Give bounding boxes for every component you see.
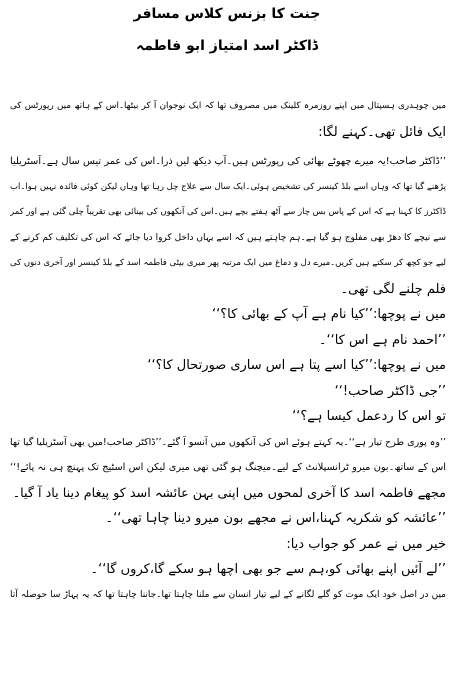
text-line: میں نے پوچھا:’’کیا نام ہے آپ کے بھائی کا؟‘‘ xyxy=(212,307,446,322)
text-line: ’’لے آئیں اپنے بھائی کو،ہم سے جو بھی اچھا ہو سکے گا،کروں گا‘‘۔ xyxy=(90,562,446,577)
text-line: میں نے پوچھا:’’کیا اسے پتا ہے اس ساری صورتحال کا؟‘‘ xyxy=(147,358,446,373)
text-line: میں چوہدری ہسپتال میں اپنے روزمرہ کلینک میں مصروف تھا کہ ایک نوجوان آ کر بیٹھا۔اس کے ہاتھ میں رپورٹس کی xyxy=(10,101,446,111)
text-line: ’’جی ڈاکٹر صاحب!‘‘ xyxy=(334,383,446,399)
text-line: مجھے فاطمہ اسد کا آخری لمحوں میں اپنی بہن عائشہ اسد کو پیغام دینا یاد آ گیا۔ xyxy=(12,485,446,501)
text-line: میں در اصل خود ایک موت کو گلے لگانے کے لیے تیار انسان سے ملنا چاہتا تھا۔جاننا چاہتا تھا کہ یہ پہاڑ سا حوصلہ آتا xyxy=(10,589,446,600)
text-line: لیے جو کچھ کر سکتے ہیں کریں۔میرے دل و دماغ میں ایک مرتبہ پھر میری بیٹی فاطمہ اسد کے بلڈ کینسر اور آخری دنوں کی xyxy=(10,258,446,268)
text-line: ایک فائل تھی۔کہنے لگا: xyxy=(318,124,446,140)
article-body xyxy=(10,94,446,608)
text-line: ’’عائشہ کو شکریہ کہنا،اس نے مجھے بون میرو دینا چاہا تھی‘‘۔ xyxy=(105,511,446,526)
article-title: جنت کا بزنس کلاس مسافر xyxy=(133,6,321,22)
text-line: ’’ڈاکٹر صاحب!یہ میرے چھوٹے بھائی کی رپورٹس ہیں۔آپ دیکھ لیں ذرا۔اس کی عمر تیس سال ہے۔آسٹریلیا xyxy=(10,156,446,167)
text-line: سے نیچے کا دھڑ بھی مفلوج ہو گیا ہے۔ہم چاہتے ہیں کہ اسے یہاں داخل کروا دیا جائے کہ اس کی تکلیف کم کرنے کے xyxy=(10,232,446,243)
text-line: خیر میں نے عمر کو جواب دیا: xyxy=(286,536,446,552)
text-line: فلم چلنے لگی تھی۔ xyxy=(340,281,446,297)
text-line: تو اس کا ردعمل کیسا ہے؟‘‘ xyxy=(292,409,446,424)
text-line: ’’وہ پوری طرح تیار ہے‘‘۔یہ کہتے ہوئے اس کی آنکھوں میں آنسو آ گئے۔’’ڈاکٹر صاحب!میں بھی آسٹریلیا گیا تھا xyxy=(10,436,446,448)
text-line: پڑھنے گیا تھا کہ وہاں اسے بلڈ کینسر کی تشخیص ہوئی۔ایک سال سے علاج چل رہا تھا وہاں لیکن کوئی فائدہ نہیں ہوا۔اب xyxy=(10,181,446,192)
article-author: ڈاکٹر اسد امتیاز ابو فاطمہ xyxy=(136,38,318,54)
text-line: ’’احمد نام ہے اس کا‘‘۔ xyxy=(318,332,446,348)
text-line: اس کے ساتھ۔بون میرو ٹرانسپلانٹ کے لیے۔میچنگ ہو گئی تھی میری لیکن اس اسٹیج تک پہنچ ہی نہ پائے!‘‘ xyxy=(10,462,446,473)
text-line: ڈاکٹرز کا کہنا ہے کہ اس کے پاس بس چار سے آٹھ ہفتے بچے ہیں۔اس کی آنکھوں کی بینائی بھی تقریباً چلی گئی ہے اور کمر xyxy=(10,207,446,217)
